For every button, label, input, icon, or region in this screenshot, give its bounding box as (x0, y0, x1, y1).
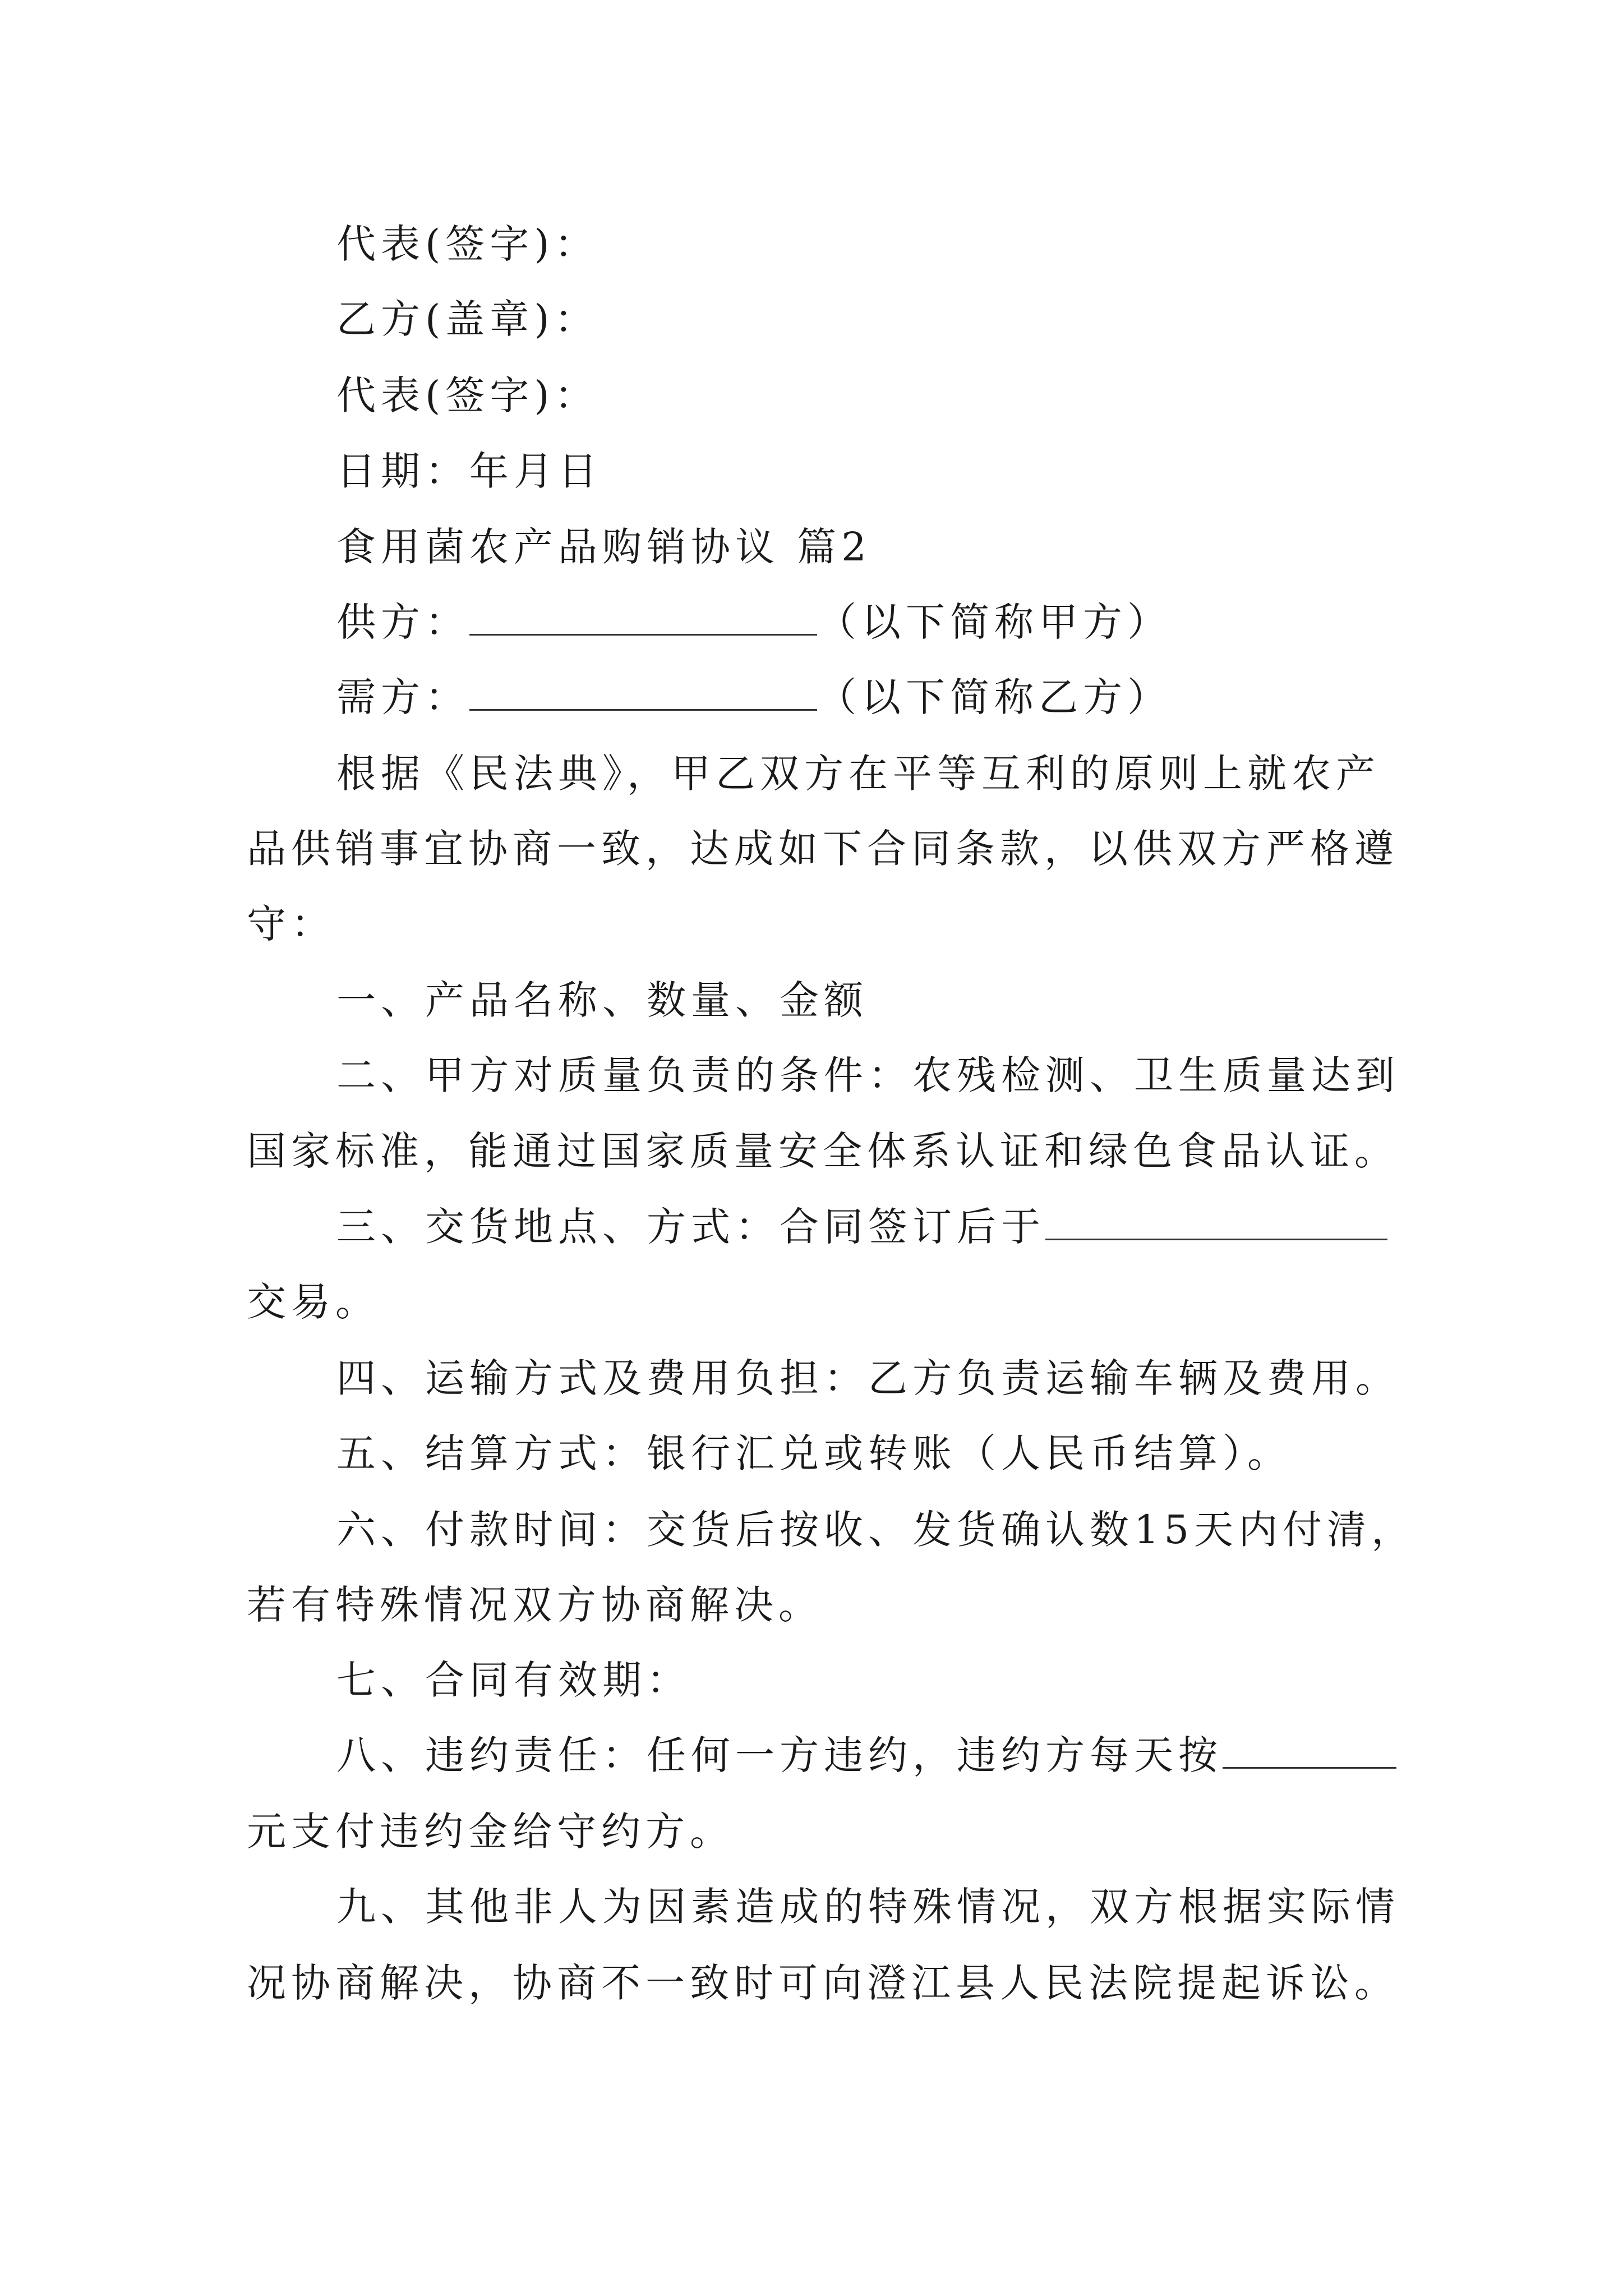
clause-2-line-2: 国家标准，能通过国家质量安全体系认证和绿色食品认证。 (247, 1128, 1399, 1174)
supplier-note: （以下简称甲方） (817, 599, 1172, 645)
rep-signature-line-1: 代表(签字)： (336, 221, 599, 267)
clause-9-line-2: 况协商解决，协商不一致时可向澄江县人民法院提起诉讼。 (247, 1960, 1399, 2006)
supplier-blank (469, 599, 817, 636)
clause-7: 七、合同有效期： (336, 1657, 691, 1703)
clause-9-line-1: 九、其他非人为因素造成的特殊情况，双方根据实际情 (336, 1884, 1400, 1930)
clause-2-line-1: 二、甲方对质量负责的条件：农残检测、卫生质量达到 (336, 1052, 1400, 1098)
buyer-blank (469, 674, 817, 711)
intro-line-1: 根据《民法典》，甲乙双方在平等互利的原则上就农产 (336, 751, 1380, 797)
clause-1: 一、产品名称、数量、金额 (336, 977, 868, 1023)
intro-line-3: 守： (247, 901, 335, 947)
date-line: 日期：年月日 (336, 448, 602, 494)
buyer-line (336, 672, 1172, 723)
clause-3-blank (1045, 1204, 1387, 1240)
clause-8-line-2: 元支付违约金给守约方。 (247, 1809, 734, 1855)
clause-4: 四、运输方式及费用负担：乙方负责运输车辆及费用。 (336, 1355, 1400, 1401)
supplier-line (336, 597, 1172, 647)
party-b-seal-line: 乙方(盖章)： (336, 296, 599, 342)
clause-8-text: 八、违约责任：任何一方违约，违约方每天按 (336, 1732, 1223, 1778)
clause-8-blank (1223, 1732, 1396, 1769)
clause-6-line-2: 若有特殊情况双方协商解决。 (247, 1582, 823, 1628)
clause-3-text: 三、交货地点、方式：合同签订后于 (336, 1204, 1045, 1250)
section-title: 食用菌农产品购销协议 篇2 (336, 524, 872, 570)
rep-signature-line-2: 代表(签字)： (336, 372, 599, 418)
clause-3-line-2: 交易。 (247, 1279, 380, 1325)
clause-6-line-1: 六、付款时间：交货后按收、发货确认数15天内付清， (336, 1507, 1416, 1553)
intro-line-2: 品供销事宜协商一致，达成如下合同条款，以供双方严格遵 (247, 826, 1399, 872)
clause-8-line-1 (336, 1730, 1396, 1780)
clause-3-line-1 (336, 1202, 1387, 1252)
buyer-note: （以下简称乙方） (817, 674, 1172, 720)
buyer-label: 需方： (336, 674, 469, 720)
supplier-label: 供方： (336, 599, 469, 645)
clause-5: 五、结算方式：银行汇兑或转账（人民币结算）。 (336, 1430, 1292, 1476)
